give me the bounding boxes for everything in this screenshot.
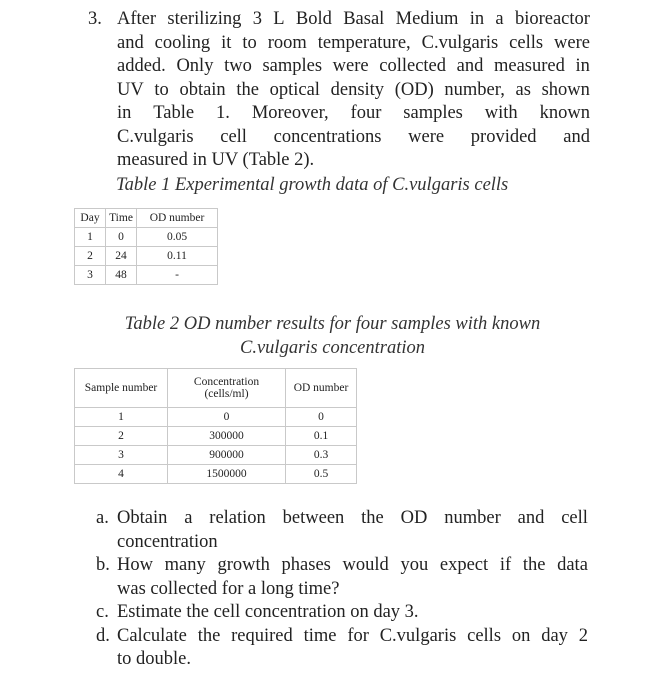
od-calibration-table bbox=[74, 368, 357, 484]
table-cell: 0.05 bbox=[137, 228, 218, 247]
table-cell: 900000 bbox=[168, 446, 286, 465]
question-line: added. Only two samples were collected and measured in bbox=[117, 56, 590, 76]
table-cell: 1 bbox=[75, 228, 106, 247]
table-cell: - bbox=[137, 266, 218, 285]
table-header: Day bbox=[75, 209, 106, 228]
table2-caption-line: Table 2 OD number results for four samples with known bbox=[124, 314, 541, 334]
sub-question-label: b. bbox=[96, 555, 110, 575]
table2-caption-line: C.vulgaris concentration bbox=[240, 338, 425, 358]
table-cell: 24 bbox=[106, 247, 137, 266]
question-line: After sterilizing 3 L Bold Basal Medium in a bioreactor bbox=[117, 9, 590, 29]
sub-question-label: d. bbox=[96, 625, 110, 646]
table-row bbox=[75, 427, 357, 446]
table-cell: 3 bbox=[75, 266, 106, 285]
growth-data-table bbox=[74, 208, 218, 285]
sub-question-label: a. bbox=[96, 508, 109, 528]
table-row bbox=[75, 228, 218, 247]
table-header: OD number bbox=[286, 369, 357, 408]
concentration-header: Concentration bbox=[193, 376, 260, 388]
table-row bbox=[75, 465, 357, 484]
table2-caption bbox=[100, 312, 565, 360]
sub-question-line: Calculate the required time for C.vulgaris cells on day 2 bbox=[117, 625, 588, 646]
table-cell: 1500000 bbox=[168, 465, 286, 484]
sub-questions bbox=[96, 507, 588, 672]
table-header bbox=[168, 369, 286, 408]
table-cell: 2 bbox=[75, 247, 106, 266]
table-header: Sample number bbox=[75, 369, 168, 408]
table-cell: 4 bbox=[75, 465, 168, 484]
table-cell: 0 bbox=[286, 408, 357, 427]
sub-question-a bbox=[96, 507, 588, 554]
sub-question-line: was collected for a long time? bbox=[117, 578, 340, 599]
table-header: OD number bbox=[137, 209, 218, 228]
question-line: measured in UV (Table 2). bbox=[117, 150, 315, 170]
table-cell: 1 bbox=[75, 408, 168, 427]
table-cell: 0.11 bbox=[137, 247, 218, 266]
table-cell: 3 bbox=[75, 446, 168, 465]
sub-question-line: to double. bbox=[117, 649, 191, 669]
table-header: Time bbox=[106, 209, 137, 228]
table-cell: 0.1 bbox=[286, 427, 357, 446]
table-cell: 300000 bbox=[168, 427, 286, 446]
sub-question-line: concentration bbox=[117, 531, 218, 552]
sub-question-b bbox=[96, 554, 588, 601]
table-cell: 0.3 bbox=[286, 446, 357, 465]
question-line: and cooling it to room temperature, C.vulgaris cells were bbox=[117, 32, 590, 53]
question-line: UV to obtain the optical density (OD) number, as shown bbox=[117, 79, 590, 100]
table-cell: 2 bbox=[75, 427, 168, 446]
question-number: 3. bbox=[88, 9, 102, 29]
sub-question-line: How many growth phases would you expect if the data bbox=[117, 555, 588, 575]
sub-question-d bbox=[96, 625, 588, 672]
table-cell: 48 bbox=[106, 266, 137, 285]
concentration-unit: (cells/ml) bbox=[204, 388, 249, 400]
sub-question-c bbox=[96, 601, 588, 625]
table-row bbox=[75, 408, 357, 427]
question-paragraph bbox=[88, 8, 590, 173]
table-cell: 0 bbox=[106, 228, 137, 247]
sub-question-label: c. bbox=[96, 602, 109, 622]
table-row bbox=[75, 247, 218, 266]
table1-caption: Table 1 Experimental growth data of C.vulgaris cells bbox=[116, 175, 509, 195]
table-cell: 0 bbox=[168, 408, 286, 427]
sub-question-line: Obtain a relation between the OD number and cell bbox=[117, 508, 588, 528]
question-line: C.vulgaris cell concentrations were provided and bbox=[117, 126, 590, 147]
table-row bbox=[75, 266, 218, 285]
question-line: in Table 1. Moreover, four samples with known bbox=[117, 103, 590, 123]
table-cell: 0.5 bbox=[286, 465, 357, 484]
sub-question-line: Estimate the cell concentration on day 3. bbox=[117, 602, 419, 622]
table-row bbox=[75, 446, 357, 465]
